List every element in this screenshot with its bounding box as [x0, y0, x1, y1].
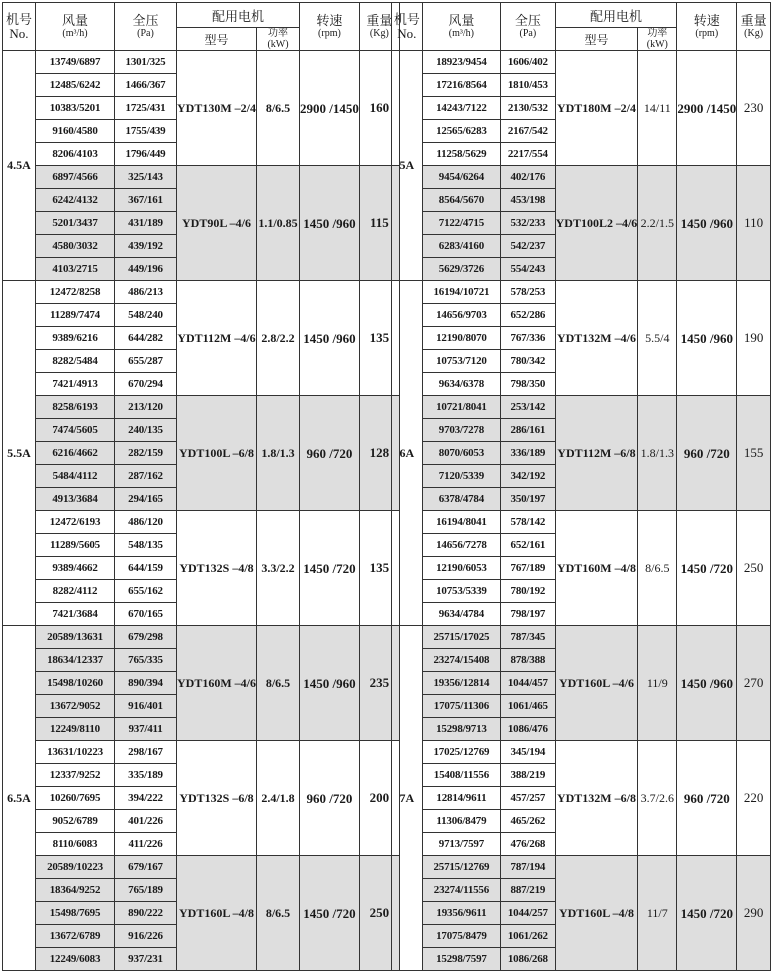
pressure-cell: 798/197 [501, 603, 555, 626]
pressure-header: 全压 (Pa) [115, 3, 177, 51]
pressure-cell: 476/268 [501, 833, 555, 856]
pressure-cell: 655/162 [115, 580, 177, 603]
pressure-cell: 286/161 [501, 419, 555, 442]
airflow-cell: 10721/8041 [422, 396, 500, 419]
weight-cell: 270 [737, 626, 771, 741]
table-row [3, 396, 400, 419]
motor-power-cell: 2.2/1.5 [638, 166, 677, 281]
airflow-cell: 14656/7278 [422, 534, 500, 557]
speed-cell: 1450 /720 [300, 511, 360, 626]
pressure-cell: 1086/268 [501, 948, 555, 971]
machine-no-cell: 6A [392, 281, 423, 626]
airflow-cell: 8258/6193 [36, 396, 115, 419]
motor-model-cell: YDT160L –4/6 [555, 626, 638, 741]
pressure-cell: 780/342 [501, 350, 555, 373]
airflow-cell: 9389/4662 [36, 557, 115, 580]
airflow-cell: 5629/3726 [422, 258, 500, 281]
airflow-cell: 6283/4160 [422, 235, 500, 258]
motor-model-cell: YDT90L –4/6 [177, 166, 257, 281]
pressure-cell: 431/189 [115, 212, 177, 235]
airflow-cell: 12337/9252 [36, 764, 115, 787]
airflow-cell: 12472/8258 [36, 281, 115, 304]
airflow-cell: 17216/8564 [422, 74, 500, 97]
pressure-cell: 439/192 [115, 235, 177, 258]
motor-power-cell: 5.5/4 [638, 281, 677, 396]
motor-power-cell: 2.8/2.2 [257, 281, 300, 396]
airflow-cell: 6378/4784 [422, 488, 500, 511]
machine-no-cell: 5.5A [3, 281, 36, 626]
table-row [392, 166, 771, 189]
airflow-cell: 15298/9713 [422, 718, 500, 741]
model-header: 型号 [555, 28, 638, 51]
pressure-cell: 1061/262 [501, 925, 555, 948]
airflow-cell: 10383/5201 [36, 97, 115, 120]
motor-model-cell: YDT100L –6/8 [177, 396, 257, 511]
table-row [3, 51, 400, 74]
pressure-cell: 644/159 [115, 557, 177, 580]
airflow-cell: 12472/6193 [36, 511, 115, 534]
model-header: 型号 [177, 28, 257, 51]
pressure-cell: 578/253 [501, 281, 555, 304]
pressure-cell: 765/335 [115, 649, 177, 672]
pressure-cell: 457/257 [501, 787, 555, 810]
pressure-cell: 670/294 [115, 373, 177, 396]
table-row [392, 511, 771, 534]
table-row [3, 281, 400, 304]
airflow-cell: 10753/7120 [422, 350, 500, 373]
airflow-cell: 6216/4662 [36, 442, 115, 465]
speed-cell: 960 /720 [300, 396, 360, 511]
pressure-cell: 780/192 [501, 580, 555, 603]
right-spec-panel [391, 2, 771, 971]
motor-power-cell: 8/6.5 [638, 511, 677, 626]
airflow-cell: 9389/6216 [36, 327, 115, 350]
airflow-cell: 9454/6264 [422, 166, 500, 189]
speed-cell: 1450 /960 [300, 166, 360, 281]
pressure-cell: 325/143 [115, 166, 177, 189]
motor-power-cell: 8/6.5 [257, 856, 300, 971]
pressure-cell: 937/231 [115, 948, 177, 971]
pressure-cell: 644/282 [115, 327, 177, 350]
pressure-cell: 787/345 [501, 626, 555, 649]
airflow-cell: 4913/3684 [36, 488, 115, 511]
pressure-cell: 2217/554 [501, 143, 555, 166]
airflow-cell: 16194/8041 [422, 511, 500, 534]
motor-header: 配用电机 [177, 3, 300, 28]
pressure-cell: 1086/476 [501, 718, 555, 741]
left-spec-table [2, 2, 400, 971]
airflow-cell: 7421/4913 [36, 373, 115, 396]
airflow-cell: 15498/10260 [36, 672, 115, 695]
pressure-cell: 342/192 [501, 465, 555, 488]
motor-power-cell: 3.3/2.2 [257, 511, 300, 626]
airflow-cell: 14656/9703 [422, 304, 500, 327]
airflow-cell: 20589/10223 [36, 856, 115, 879]
pressure-cell: 1796/449 [115, 143, 177, 166]
pressure-cell: 532/233 [501, 212, 555, 235]
speed-cell: 1450 /960 [677, 281, 737, 396]
table-row [392, 51, 771, 74]
pressure-cell: 486/213 [115, 281, 177, 304]
pressure-cell: 542/237 [501, 235, 555, 258]
airflow-cell: 12249/8110 [36, 718, 115, 741]
motor-power-cell: 1.8/1.3 [257, 396, 300, 511]
airflow-cell: 8070/6053 [422, 442, 500, 465]
airflow-cell: 12190/6053 [422, 557, 500, 580]
weight-header: 重量 (Kg) [737, 3, 771, 51]
airflow-cell: 18634/12337 [36, 649, 115, 672]
airflow-cell: 14243/7122 [422, 97, 500, 120]
airflow-cell: 12485/6242 [36, 74, 115, 97]
motor-model-cell: YDT160L –4/8 [555, 856, 638, 971]
airflow-cell: 8282/5484 [36, 350, 115, 373]
pressure-cell: 388/219 [501, 764, 555, 787]
table-row [3, 511, 400, 534]
airflow-cell: 7120/5339 [422, 465, 500, 488]
pressure-cell: 240/135 [115, 419, 177, 442]
pressure-cell: 298/167 [115, 741, 177, 764]
pressure-cell: 294/165 [115, 488, 177, 511]
airflow-cell: 23274/11556 [422, 879, 500, 902]
weight-cell: 128 [359, 396, 399, 511]
pressure-cell: 401/226 [115, 810, 177, 833]
motor-model-cell: YDT160M –4/6 [177, 626, 257, 741]
motor-model-cell: YDT132M –4/6 [555, 281, 638, 396]
motor-model-cell: YDT180M –2/4 [555, 51, 638, 166]
airflow-cell: 7421/3684 [36, 603, 115, 626]
motor-model-cell: YDT112M –4/6 [177, 281, 257, 396]
airflow-cell: 20589/13631 [36, 626, 115, 649]
motor-model-cell: YDT160L –4/8 [177, 856, 257, 971]
power-header: 功率 (kW) [257, 28, 300, 51]
left-table-body [3, 51, 400, 971]
pressure-cell: 2167/542 [501, 120, 555, 143]
pressure-cell: 652/161 [501, 534, 555, 557]
weight-cell: 190 [737, 281, 771, 396]
airflow-cell: 5484/4112 [36, 465, 115, 488]
speed-cell: 960 /720 [677, 396, 737, 511]
pressure-cell: 887/219 [501, 879, 555, 902]
speed-cell: 1450 /960 [677, 626, 737, 741]
airflow-cell: 4580/3032 [36, 235, 115, 258]
pressure-cell: 937/411 [115, 718, 177, 741]
speed-header: 转速 (rpm) [677, 3, 737, 51]
weight-cell: 250 [359, 856, 399, 971]
weight-cell: 290 [737, 856, 771, 971]
pressure-cell: 449/196 [115, 258, 177, 281]
airflow-cell: 7474/5605 [36, 419, 115, 442]
pressure-cell: 335/189 [115, 764, 177, 787]
pressure-cell: 1725/431 [115, 97, 177, 120]
table-row [3, 166, 400, 189]
right-spec-table [391, 2, 771, 971]
table-row [3, 626, 400, 649]
table-row [3, 856, 400, 879]
pressure-cell: 679/167 [115, 856, 177, 879]
airflow-cell: 8282/4112 [36, 580, 115, 603]
flow-header: 风量 (m³/h) [422, 3, 500, 51]
airflow-cell: 17075/8479 [422, 925, 500, 948]
airflow-cell: 17025/12769 [422, 741, 500, 764]
speed-header: 转速 (rpm) [300, 3, 360, 51]
airflow-cell: 19356/12814 [422, 672, 500, 695]
pressure-cell: 2130/532 [501, 97, 555, 120]
motor-power-cell: 1.1/0.85 [257, 166, 300, 281]
airflow-cell: 7122/4715 [422, 212, 500, 235]
airflow-cell: 25715/17025 [422, 626, 500, 649]
pressure-cell: 253/142 [501, 396, 555, 419]
airflow-cell: 6242/4132 [36, 189, 115, 212]
airflow-cell: 10260/7695 [36, 787, 115, 810]
motor-power-cell: 8/6.5 [257, 51, 300, 166]
speed-cell: 1450 /720 [677, 511, 737, 626]
table-row [392, 741, 771, 764]
pressure-cell: 767/189 [501, 557, 555, 580]
weight-cell: 160 [359, 51, 399, 166]
airflow-cell: 15498/7695 [36, 902, 115, 925]
pressure-cell: 767/336 [501, 327, 555, 350]
airflow-cell: 13631/10223 [36, 741, 115, 764]
motor-power-cell: 11/9 [638, 626, 677, 741]
machine-no-cell: 7A [392, 626, 423, 971]
airflow-cell: 13749/6897 [36, 51, 115, 74]
pressure-cell: 578/142 [501, 511, 555, 534]
airflow-cell: 9160/4580 [36, 120, 115, 143]
pressure-cell: 878/388 [501, 649, 555, 672]
pressure-cell: 213/120 [115, 396, 177, 419]
flow-header: 风量 (m³/h) [36, 3, 115, 51]
pressure-cell: 394/222 [115, 787, 177, 810]
motor-header: 配用电机 [555, 3, 677, 28]
right-table-body [392, 51, 771, 971]
pressure-cell: 1755/439 [115, 120, 177, 143]
motor-power-cell: 2.4/1.8 [257, 741, 300, 856]
airflow-cell: 8206/4103 [36, 143, 115, 166]
pressure-cell: 1301/325 [115, 51, 177, 74]
pressure-header: 全压 (Pa) [501, 3, 555, 51]
airflow-cell: 13672/9052 [36, 695, 115, 718]
pressure-cell: 350/197 [501, 488, 555, 511]
weight-cell: 135 [359, 511, 399, 626]
pressure-cell: 282/159 [115, 442, 177, 465]
pressure-cell: 287/162 [115, 465, 177, 488]
airflow-cell: 11289/7474 [36, 304, 115, 327]
airflow-cell: 18923/9454 [422, 51, 500, 74]
table-row [392, 396, 771, 419]
table-row [392, 626, 771, 649]
pressure-cell: 652/286 [501, 304, 555, 327]
motor-power-cell: 11/7 [638, 856, 677, 971]
motor-model-cell: YDT132M –6/8 [555, 741, 638, 856]
airflow-cell: 9634/4784 [422, 603, 500, 626]
motor-power-cell: 1.8/1.3 [638, 396, 677, 511]
airflow-cell: 18364/9252 [36, 879, 115, 902]
pressure-cell: 554/243 [501, 258, 555, 281]
power-header: 功率 (kW) [638, 28, 677, 51]
airflow-cell: 9703/7278 [422, 419, 500, 442]
table-row [392, 281, 771, 304]
pressure-cell: 1044/457 [501, 672, 555, 695]
weight-cell: 155 [737, 396, 771, 511]
airflow-cell: 5201/3437 [36, 212, 115, 235]
motor-model-cell: YDT132S –6/8 [177, 741, 257, 856]
airflow-cell: 15298/7597 [422, 948, 500, 971]
motor-model-cell: YDT100L2 –4/6 [555, 166, 638, 281]
pressure-cell: 916/226 [115, 925, 177, 948]
motor-model-cell: YDT160M –4/8 [555, 511, 638, 626]
airflow-cell: 4103/2715 [36, 258, 115, 281]
airflow-cell: 19356/9611 [422, 902, 500, 925]
airflow-cell: 12565/6283 [422, 120, 500, 143]
pressure-cell: 486/120 [115, 511, 177, 534]
pressure-cell: 345/194 [501, 741, 555, 764]
pressure-cell: 1466/367 [115, 74, 177, 97]
weight-cell: 110 [737, 166, 771, 281]
airflow-cell: 9052/6789 [36, 810, 115, 833]
pressure-cell: 367/161 [115, 189, 177, 212]
weight-header: 重量 (Kg) [359, 3, 399, 51]
airflow-cell: 13672/6789 [36, 925, 115, 948]
pressure-cell: 1044/257 [501, 902, 555, 925]
machine-no-header: 机号 No. [392, 3, 423, 51]
motor-model-cell: YDT132S –4/8 [177, 511, 257, 626]
motor-model-cell: YDT112M –6/8 [555, 396, 638, 511]
airflow-cell: 8564/5670 [422, 189, 500, 212]
pressure-cell: 890/222 [115, 902, 177, 925]
airflow-cell: 12249/6083 [36, 948, 115, 971]
pressure-cell: 1810/453 [501, 74, 555, 97]
pressure-cell: 453/198 [501, 189, 555, 212]
pressure-cell: 798/350 [501, 373, 555, 396]
left-spec-panel [2, 2, 400, 971]
airflow-cell: 17075/11306 [422, 695, 500, 718]
motor-model-cell: YDT130M –2/4 [177, 51, 257, 166]
airflow-cell: 25715/12769 [422, 856, 500, 879]
weight-cell: 135 [359, 281, 399, 396]
airflow-cell: 11258/5629 [422, 143, 500, 166]
airflow-cell: 12190/8070 [422, 327, 500, 350]
pressure-cell: 916/401 [115, 695, 177, 718]
weight-cell: 220 [737, 741, 771, 856]
airflow-cell: 10753/5339 [422, 580, 500, 603]
speed-cell: 1450 /960 [677, 166, 737, 281]
airflow-cell: 15408/11556 [422, 764, 500, 787]
machine-no-cell: 5A [392, 51, 423, 281]
pressure-cell: 548/135 [115, 534, 177, 557]
airflow-cell: 16194/10721 [422, 281, 500, 304]
pressure-cell: 336/189 [501, 442, 555, 465]
speed-cell: 960 /720 [677, 741, 737, 856]
speed-cell: 1450 /720 [300, 856, 360, 971]
weight-cell: 235 [359, 626, 399, 741]
pressure-cell: 655/287 [115, 350, 177, 373]
speed-cell: 2900 /1450 [300, 51, 360, 166]
airflow-cell: 9713/7597 [422, 833, 500, 856]
airflow-cell: 9634/6378 [422, 373, 500, 396]
speed-cell: 1450 /720 [677, 856, 737, 971]
airflow-cell: 11306/8479 [422, 810, 500, 833]
pressure-cell: 765/189 [115, 879, 177, 902]
pressure-cell: 679/298 [115, 626, 177, 649]
weight-cell: 250 [737, 511, 771, 626]
speed-cell: 1450 /960 [300, 281, 360, 396]
pressure-cell: 402/176 [501, 166, 555, 189]
motor-power-cell: 3.7/2.6 [638, 741, 677, 856]
pressure-cell: 890/394 [115, 672, 177, 695]
airflow-cell: 11289/5605 [36, 534, 115, 557]
table-row [392, 856, 771, 879]
motor-power-cell: 14/11 [638, 51, 677, 166]
weight-cell: 115 [359, 166, 399, 281]
speed-cell: 2900 /1450 [677, 51, 737, 166]
pressure-cell: 787/194 [501, 856, 555, 879]
pressure-cell: 548/240 [115, 304, 177, 327]
motor-power-cell: 8/6.5 [257, 626, 300, 741]
speed-cell: 1450 /960 [300, 626, 360, 741]
airflow-cell: 23274/15408 [422, 649, 500, 672]
pressure-cell: 670/165 [115, 603, 177, 626]
table-row [3, 741, 400, 764]
pressure-cell: 1061/465 [501, 695, 555, 718]
airflow-cell: 8110/6083 [36, 833, 115, 856]
pressure-cell: 465/262 [501, 810, 555, 833]
airflow-cell: 12814/9611 [422, 787, 500, 810]
pressure-cell: 1606/402 [501, 51, 555, 74]
weight-cell: 230 [737, 51, 771, 166]
pressure-cell: 411/226 [115, 833, 177, 856]
airflow-cell: 6897/4566 [36, 166, 115, 189]
machine-no-header: 机号 No. [3, 3, 36, 51]
machine-no-cell: 6.5A [3, 626, 36, 971]
weight-cell: 200 [359, 741, 399, 856]
speed-cell: 960 /720 [300, 741, 360, 856]
machine-no-cell: 4.5A [3, 51, 36, 281]
